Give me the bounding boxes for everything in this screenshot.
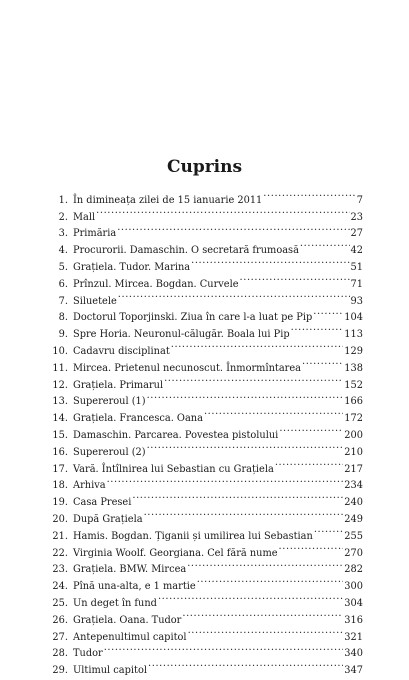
toc-entry-title: Vară. Întîlnirea lui Sebastian cu Grațiela <box>73 463 274 475</box>
dot-leader <box>279 539 344 556</box>
toc-entry-title: Damaschin. Parcarea. Povestea pistolului <box>73 429 279 441</box>
dot-leader <box>291 320 344 337</box>
toc-entry-page: 27 <box>350 228 363 240</box>
toc-entry-page: 234 <box>344 480 363 492</box>
toc-entry-number: 15. <box>52 429 68 441</box>
dot-leader <box>107 472 344 489</box>
toc-entry-number: 4. <box>58 245 68 257</box>
dot-leader <box>279 421 343 438</box>
dot-leader <box>197 572 344 589</box>
dot-leader <box>187 556 343 573</box>
dot-leader <box>147 438 344 455</box>
toc-entry-title: Grațiela. Tudor. Marina <box>73 261 191 273</box>
dot-leader <box>275 455 343 472</box>
dot-leader <box>158 589 343 606</box>
toc-entry-number: 7. <box>58 295 68 307</box>
toc-entry-number: 5. <box>58 261 68 273</box>
toc-entry-title: Un deget în fund <box>73 597 157 609</box>
toc-entry-title: Supereroul (1) <box>73 396 146 408</box>
toc-entry-page: 217 <box>344 463 363 475</box>
toc-entry-number: 26. <box>52 614 68 626</box>
toc-entry-title: Siluetele <box>73 295 117 307</box>
toc-entry-number: 21. <box>52 530 68 542</box>
toc-entry-number: 13. <box>52 396 68 408</box>
toc-entry-number: 3. <box>58 228 68 240</box>
dot-leader <box>191 253 349 270</box>
dot-leader <box>171 337 344 354</box>
dot-leader <box>300 236 350 253</box>
toc-entry-number: 23. <box>52 564 68 576</box>
dot-leader <box>117 220 349 237</box>
toc-entry-page: 210 <box>344 446 363 458</box>
toc-entry-number: 6. <box>58 278 68 290</box>
toc-entry-title: Cadavru disciplinat <box>73 345 170 357</box>
toc-entry-title: Procurorii. Damaschin. O secretară frumoasă <box>73 245 299 257</box>
toc-entry-page: 51 <box>350 261 363 273</box>
toc-entry-page: 316 <box>344 614 363 626</box>
toc-entry-title: Primăria <box>73 228 117 240</box>
toc-entry-number: 19. <box>52 497 68 509</box>
toc-entry-number: 29. <box>52 665 68 677</box>
toc-entry-page: 93 <box>350 295 363 307</box>
toc-entry-page: 138 <box>344 362 363 374</box>
toc-entry-title: Grațiela. Francesca. Oana <box>73 413 203 425</box>
toc-entry-page: 129 <box>344 345 363 357</box>
dot-leader <box>314 522 343 539</box>
toc-entry-title: Casa Presei <box>73 497 132 509</box>
toc-entry <box>46 186 363 206</box>
dot-leader <box>147 388 344 405</box>
toc-entry-number: 16. <box>52 446 68 458</box>
toc-entry-title: Grațiela. BMW. Mircea <box>73 564 187 576</box>
dot-leader <box>132 488 343 505</box>
dot-leader <box>164 371 343 388</box>
toc-entry-title: Hamis. Bogdan. Țiganii și umilirea lui Sebastian <box>73 530 313 542</box>
toc-entry-number: 11. <box>52 362 68 374</box>
dot-leader <box>240 270 350 287</box>
toc-entry-number: 25. <box>52 597 68 609</box>
toc-entry-page: 152 <box>344 379 363 391</box>
toc-entry-title: Antepenultimul capitol <box>73 631 187 643</box>
toc-entry-title: Ultimul capitol <box>73 665 148 677</box>
toc-entry-number: 17. <box>52 463 68 475</box>
toc-entry-page: 347 <box>344 665 363 677</box>
dot-leader <box>182 606 343 623</box>
toc-entry-number: 22. <box>52 547 68 559</box>
toc-entry-page: 340 <box>344 648 363 660</box>
toc-entry-title: Grațiela. Primarul <box>73 379 164 391</box>
toc-entry-page: 300 <box>344 581 363 593</box>
toc-entry-number: 8. <box>58 312 68 324</box>
toc-entry-number: 14. <box>52 413 68 425</box>
toc-entry-title: Doctorul Toporjinski. Ziua în care l-a luat pe Pip <box>73 312 313 324</box>
toc-entry-title: Pînă una-alta, e 1 martie <box>73 581 196 593</box>
dot-leader <box>263 186 355 203</box>
page-title: Cuprins <box>166 157 243 178</box>
toc-entry-title: Grațiela. Oana. Tudor <box>73 614 182 626</box>
toc-entry-title: Mall <box>73 211 96 223</box>
toc-entry-page: 113 <box>344 329 363 341</box>
toc-entry-number: 9. <box>58 329 68 341</box>
toc-entry-title: Arhiva <box>73 480 106 492</box>
toc-entry-page: 282 <box>344 564 363 576</box>
toc-entry-number: 1. <box>58 194 68 206</box>
toc-entry-number: 20. <box>52 513 68 525</box>
toc-entry-title: Supereroul (2) <box>73 446 146 458</box>
toc-entry-number: 10. <box>52 345 68 357</box>
toc-entry-page: 321 <box>344 631 363 643</box>
toc-entry-page: 304 <box>344 597 363 609</box>
dot-leader <box>302 354 343 371</box>
toc-entry-title: Mircea. Prietenul necunoscut. Înmormîntarea <box>73 362 301 374</box>
toc-entry-number: 28. <box>52 648 68 660</box>
dot-leader <box>96 203 349 220</box>
toc-entry-page: 249 <box>344 513 363 525</box>
toc-entry-page: 240 <box>344 497 363 509</box>
toc-entry-page: 23 <box>350 211 363 223</box>
toc-entry-page: 255 <box>344 530 363 542</box>
toc-entry-title: După Grațiela <box>73 513 143 525</box>
toc-entry-page: 172 <box>344 413 363 425</box>
toc-entry-title: Tudor <box>73 648 103 660</box>
toc-entry-page: 104 <box>344 312 363 324</box>
toc-entry-title: Virginia Woolf. Georgiana. Cel fără nume <box>73 547 278 559</box>
toc-entry-number: 2. <box>58 211 68 223</box>
toc-entry-page: 42 <box>350 245 363 257</box>
toc-entry-page: 71 <box>350 278 363 290</box>
table-of-contents <box>46 186 363 677</box>
dot-leader <box>104 640 344 657</box>
toc-entry-page: 270 <box>344 547 363 559</box>
toc-entry-page: 7 <box>356 194 363 206</box>
toc-entry-page: 166 <box>344 396 363 408</box>
toc-entry-number: 18. <box>52 480 68 492</box>
toc-entry-page: 200 <box>344 429 363 441</box>
dot-leader <box>144 505 344 522</box>
toc-entry-title: Prînzul. Mircea. Bogdan. Curvele <box>73 278 239 290</box>
dot-leader <box>118 287 350 304</box>
toc-entry-title: În dimineața zilei de 15 ianuarie 2011 <box>73 194 263 206</box>
toc-entry-number: 12. <box>52 379 68 391</box>
dot-leader <box>313 304 343 321</box>
toc-entry-title: Spre Horia. Neuronul-călugăr. Boala lui Pip <box>73 329 290 341</box>
toc-entry-number: 27. <box>52 631 68 643</box>
dot-leader <box>188 623 344 640</box>
dot-leader <box>204 404 343 421</box>
dot-leader <box>148 656 343 673</box>
toc-entry-number: 24. <box>52 581 68 593</box>
